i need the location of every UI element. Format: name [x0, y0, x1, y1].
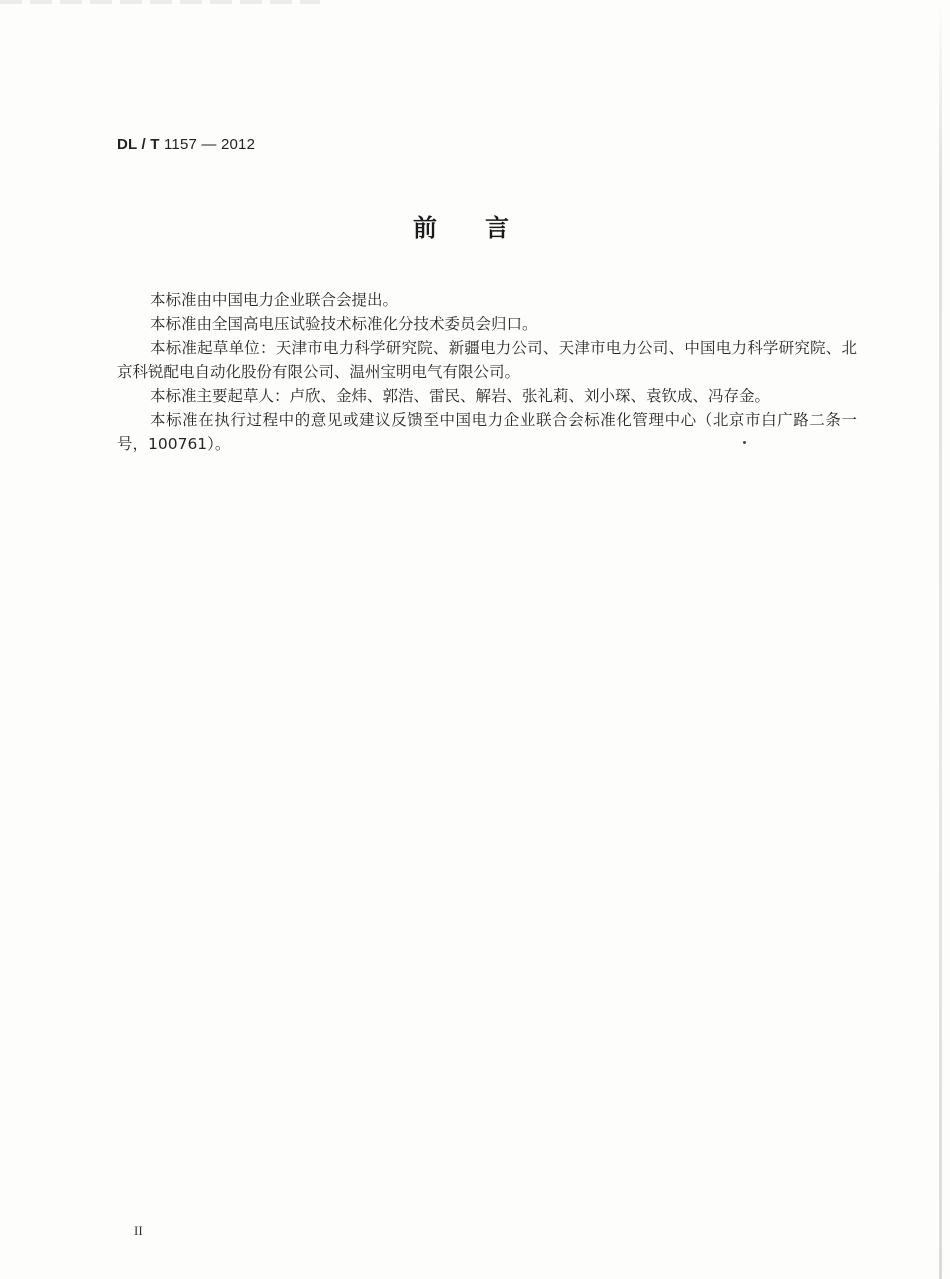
paragraph-proposer: 本标准由中国电力企业联合会提出。	[150, 291, 399, 309]
paragraph-feedback: 本标准在执行过程中的意见或建议反馈至中国电力企业联合会标准化管理中心（北京市白广路二条一号，100761）。	[117, 411, 857, 453]
page-number: II	[134, 1223, 143, 1238]
standard-code	[117, 136, 255, 153]
scan-artifact-right	[939, 0, 942, 1279]
scan-speck	[743, 441, 746, 444]
page-title: 前言	[413, 214, 557, 242]
standard-prefix: DL / T	[117, 136, 160, 153]
paragraph-drafters: 本标准主要起草人：卢欣、金炜、郭浩、雷民、解岩、张礼莉、刘小琛、袁钦成、冯存金。	[150, 387, 771, 405]
paragraph-drafting-units: 本标准起草单位：天津市电力科学研究院、新疆电力公司、天津市电力公司、中国电力科学研究院、北京科锐配电自动化股份有限公司、温州宝明电气有限公司。	[117, 339, 857, 381]
foreword-body	[117, 288, 857, 456]
paragraph-technical-committee: 本标准由全国高电压试验技术标准化分技术委员会归口。	[150, 315, 538, 333]
standard-number: 1157 — 2012	[163, 136, 256, 153]
scan-artifact-top	[0, 0, 320, 4]
